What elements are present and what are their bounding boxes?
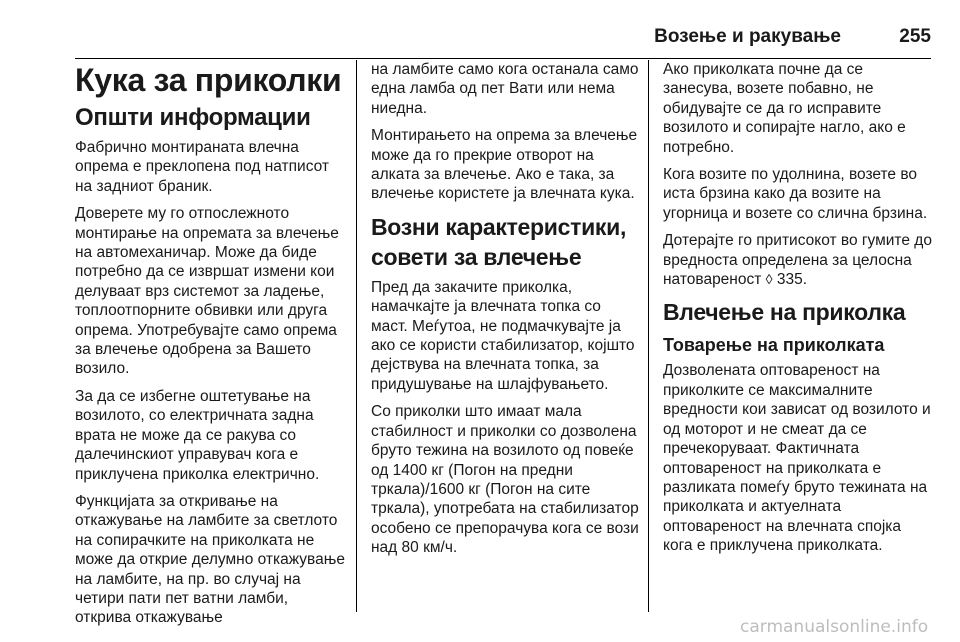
paragraph-text: Дотерајте го притисокот во гумите до вредноста определена за целосна натовареност xyxy=(663,232,932,289)
paragraph: на ламбите само кога останала само една ламба од пет Вати или нема ниедна. xyxy=(371,61,639,117)
page-header xyxy=(75,26,931,58)
page-reference-number: 335. xyxy=(772,271,808,289)
section-title: Возење и ракување xyxy=(654,26,841,47)
paragraph: Ако приколката почне да се занесува, возете побавно, не обидувајте се да го исправите возилото и сопирајте нагло, ако е потребно. xyxy=(663,61,906,156)
subsection-heading-loading: Товарење на приколката xyxy=(663,335,885,356)
paragraph: Кога возите по удолнина, возете во иста брзина како да возите на угорница и возете со слична брзина. xyxy=(663,166,928,222)
paragraph: За да се избегне оштетување на возилото, со електричната задна врата не може да се ракува со далечинскиот управувач кога е приклучена приколка електрично. xyxy=(75,387,320,483)
paragraph: Дозволената оптовареност на приколките се максималните вредности кои зависат од возилото и од моторот и не смеат да се пречекоруваат. Фактичната оптовареност на приколката е разликата помеѓу бруто тежината на приколката и актуелната оптовареност на влечната спојка кога е приклучена приколката. xyxy=(663,362,931,555)
chapter-title: Кука за приколки xyxy=(75,62,342,98)
column-1 xyxy=(75,60,345,636)
section-heading-driving: Возни карактеристики, совети за влечење xyxy=(371,213,627,270)
watermark: carmanualsonline.info xyxy=(740,617,929,637)
section-heading-towing: Влечење на приколка xyxy=(663,299,906,326)
paragraph: Пред да закачите приколка, намачкајте ја влечната топка со маст. Меѓутоа, не подмачкувајте ја ако се користи стабилизатор, којшто дејствува на влечната топка, за придушување на шлајфувањето. xyxy=(371,278,635,393)
column-3 xyxy=(663,60,933,564)
paragraph: Функцијата за откривање на откажување на ламбите за светлото на сопирачките на приколката не може да открие делумно откажување на ламбите, на пр. во случај на четири пати пет ватни ламби, открива откажување xyxy=(75,492,345,627)
column-divider-2 xyxy=(648,60,649,612)
header-rule xyxy=(75,58,931,59)
column-divider-1 xyxy=(356,60,357,612)
page-reference-icon: ◊ xyxy=(765,271,773,288)
paragraph: Фабрично монтираната влечна опрема е преклопена под натписот на задниот браник. xyxy=(75,139,330,195)
paragraph-with-reference xyxy=(663,231,933,289)
page-number: 255 xyxy=(899,26,931,47)
paragraph: Со приколки што имаат мала стабилност и приколки со дозволена бруто тежина на возилото од повеќе од 1400 кг (Погон на предни тркала)/1600 кг (Погон на сите тркала), употребата на стабилизатор особено се препорачува кога се вози над 80 км/ч. xyxy=(371,403,639,557)
column-2 xyxy=(371,60,641,566)
paragraph: Монтирањето на опрема за влечење може да го прекрие отворот на алката за влечење. Ако е така, за влечење користете ја влечната кука. xyxy=(371,127,638,203)
section-heading-general: Општи информации xyxy=(75,104,311,131)
paragraph: Доверете му го отпослежното монтирање на опремата за влечење на автомеханичар. Може да биде потребно да се извршат измени кои делуваат врз системот за ладење, топлоотпорните обвивки или друга опрема. Употребувајте само опрема за влечење одобрена за Вашето возило. xyxy=(75,205,339,378)
